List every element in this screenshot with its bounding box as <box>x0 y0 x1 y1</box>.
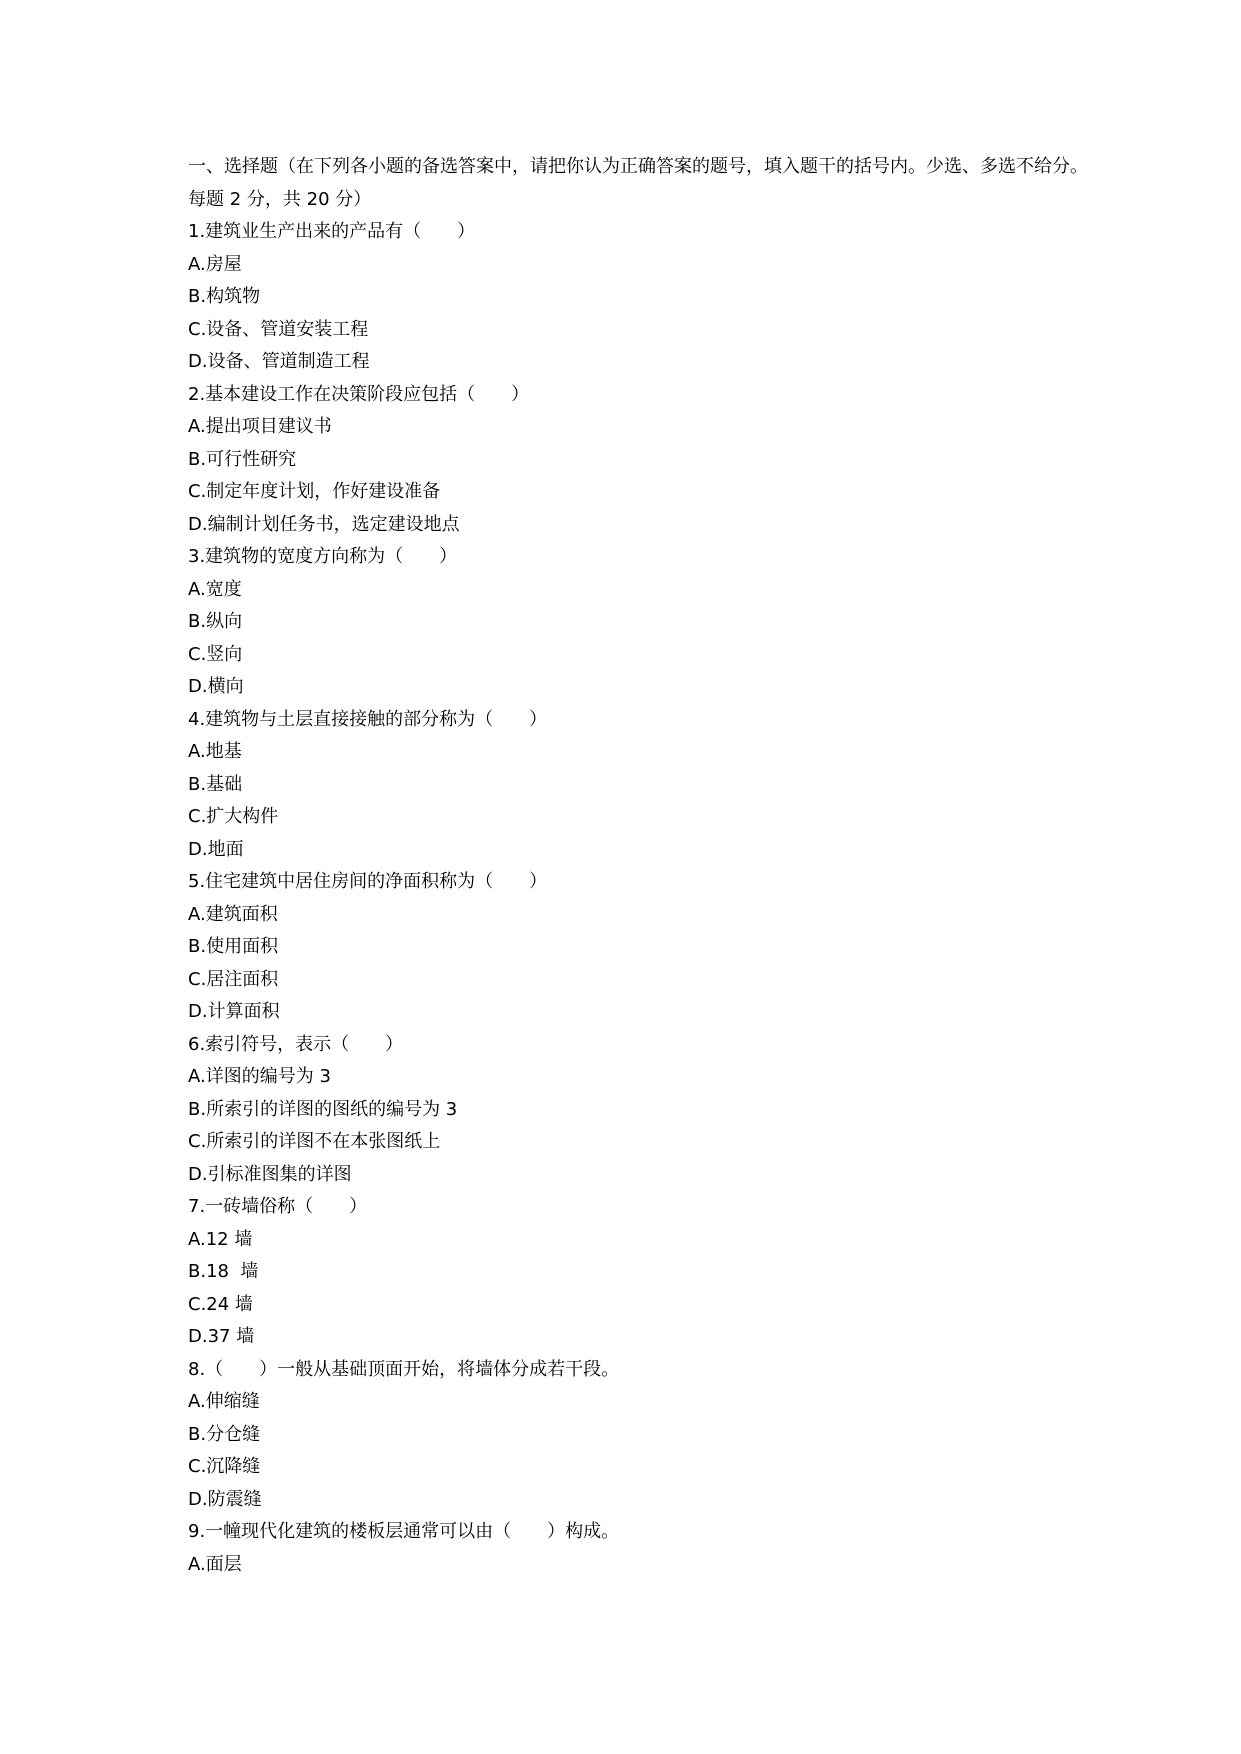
section-heading-line-1: 一、选择题（在下列各小题的备选答案中，请把你认为正确答案的题号，填入题干的括号内。少选、多选不给分。 <box>188 156 1088 177</box>
question-9-option-a: A.面层 <box>188 1553 242 1575</box>
question-3-option-c: C.竖向 <box>188 643 243 665</box>
question-6-option-b: B.所索引的详图的图纸的编号为 3 <box>188 1098 458 1120</box>
document-page <box>188 151 1188 1581</box>
question-1-option-d: D.设备、管道制造工程 <box>188 351 370 372</box>
question-5-option-d: D.计算面积 <box>188 1001 280 1022</box>
question-8-stem: 8.（ ）一般从基础顶面开始，将墙体分成若干段。 <box>188 1358 620 1380</box>
question-2-option-c: C.制定年度计划，作好建设准备 <box>188 481 441 502</box>
question-1-option-a: A.房屋 <box>188 253 242 275</box>
question-2-stem: 2.基本建设工作在决策阶段应包括（ ） <box>188 383 530 405</box>
question-1-option-c: C.设备、管道安装工程 <box>188 318 369 340</box>
question-2-option-b: B.可行性研究 <box>188 448 297 470</box>
question-1-stem: 1.建筑业生产出来的产品有（ ） <box>188 221 476 242</box>
section-heading-line-2: 每题 2 分，共 20 分） <box>188 188 372 210</box>
question-4-stem: 4.建筑物与土层直接接触的部分称为（ ） <box>188 708 548 730</box>
question-6-option-c: C.所索引的详图不在本张图纸上 <box>188 1131 441 1152</box>
question-8-option-b: B.分仓缝 <box>188 1423 261 1445</box>
question-3-stem: 3.建筑物的宽度方向称为（ ） <box>188 546 458 567</box>
question-7-option-a: A.12 墙 <box>188 1228 253 1250</box>
question-7-option-d: D.37 墙 <box>188 1326 255 1347</box>
question-8-option-d: D.防震缝 <box>188 1488 262 1510</box>
question-5-stem: 5.住宅建筑中居住房间的净面积称为（ ） <box>188 871 548 892</box>
question-4-option-a: A.地基 <box>188 741 242 762</box>
question-6-option-a: A.详图的编号为 3 <box>188 1066 331 1087</box>
question-8-option-a: A.伸缩缝 <box>188 1391 260 1412</box>
question-4-option-d: D.地面 <box>188 838 244 860</box>
question-4-option-c: C.扩大构件 <box>188 806 279 827</box>
question-2-option-a: A.提出项目建议书 <box>188 416 332 437</box>
question-7-option-b: B.18 墙 <box>188 1261 259 1282</box>
question-2-option-d: D.编制计划任务书，选定建设地点 <box>188 513 460 535</box>
question-3-option-b: B.纵向 <box>188 611 243 632</box>
question-3-option-d: D.横向 <box>188 676 244 697</box>
question-3-option-a: A.宽度 <box>188 578 242 600</box>
question-8-option-c: C.沉降缝 <box>188 1456 261 1477</box>
question-5-option-a: A.建筑面积 <box>188 903 278 925</box>
question-7-option-c: C.24 墙 <box>188 1293 253 1315</box>
question-9-stem: 9.一幢现代化建筑的楼板层通常可以由（ ）构成。 <box>188 1521 620 1542</box>
question-6-stem: 6.索引符号，表示（ ） <box>188 1033 404 1055</box>
question-5-option-c: C.居注面积 <box>188 968 279 990</box>
question-7-stem: 7.一砖墙俗称（ ） <box>188 1196 368 1217</box>
question-5-option-b: B.使用面积 <box>188 936 279 957</box>
question-4-option-b: B.基础 <box>188 773 243 795</box>
question-6-option-d: D.引标准图集的详图 <box>188 1163 352 1185</box>
question-1-option-b: B.构筑物 <box>188 286 261 307</box>
